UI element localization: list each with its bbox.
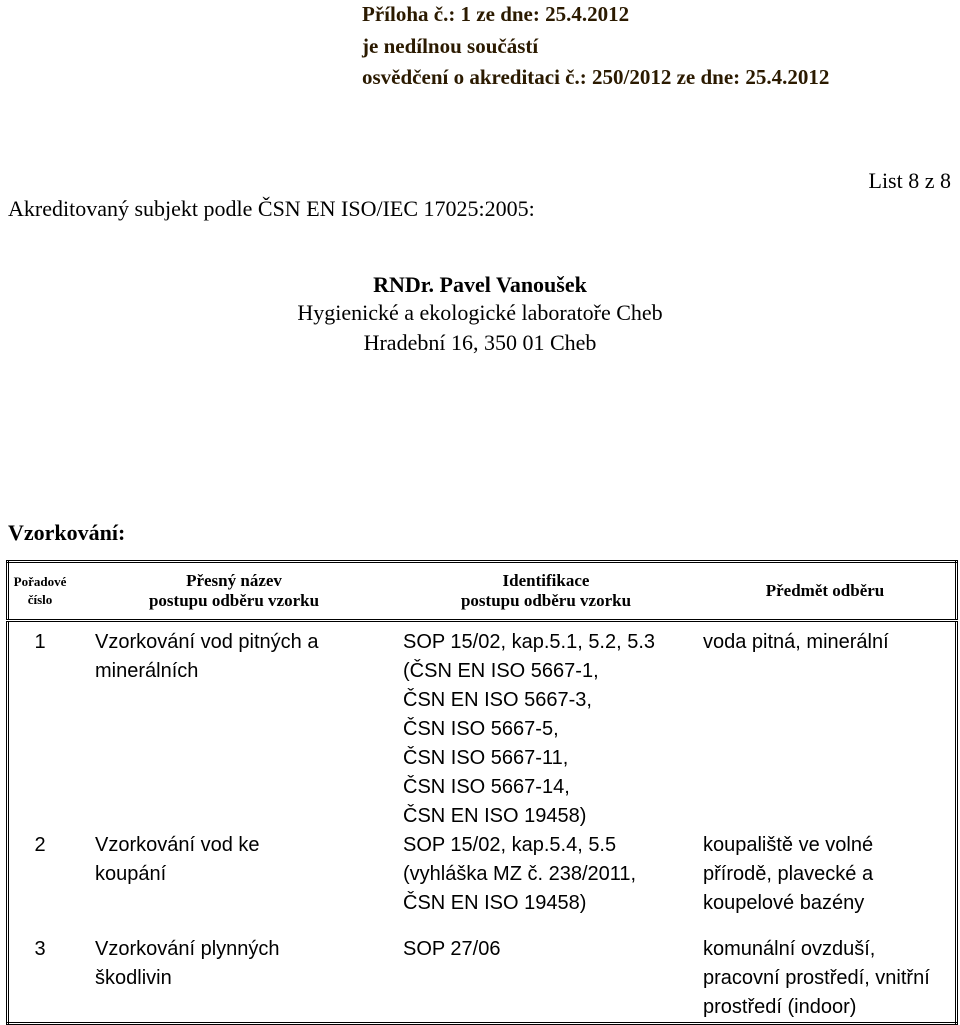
procedure-name	[71, 931, 397, 1024]
row-number: 2	[34, 834, 46, 856]
procedure-name	[71, 831, 397, 931]
row-number: 1	[34, 631, 46, 653]
procedure-id	[397, 831, 695, 931]
procedure-id-line: SOP 27/06	[403, 938, 501, 960]
sampling-subject	[695, 931, 957, 1024]
procedure-id-line: ČSN ISO 5667-5,	[403, 718, 559, 740]
laboratory-name: Hygienické a ekologické laboratoře Cheb	[297, 300, 663, 325]
sampling-subject-line: pracovní prostředí, vnitřní	[703, 967, 930, 989]
sampling-subject-line: komunální ovzduší,	[703, 938, 876, 960]
header-procedure-id: Identifikace postupu odběru vzorku	[397, 562, 695, 621]
table-row	[8, 831, 957, 931]
sampling-subject-line: koupaliště ve volné	[703, 834, 874, 856]
procedure-id-line: ČSN EN ISO 5667-3,	[403, 689, 592, 711]
procedure-name-line: Vzorkování vod pitných a	[95, 631, 319, 653]
laboratory-address: Hradební 16, 350 01 Cheb	[363, 330, 597, 355]
procedure-id-line: ČSN ISO 5667-11,	[403, 747, 569, 769]
procedure-name	[71, 621, 397, 832]
procedure-name-line: Vzorkování vod ke	[95, 834, 260, 856]
certificate-line: osvědčení o akreditaci č.: 250/2012 ze dne: 25.4.2012	[362, 65, 830, 89]
procedure-id-line: ČSN EN ISO 19458)	[403, 805, 587, 827]
procedure-id-line: SOP 15/02, kap.5.4, 5.5	[403, 834, 617, 856]
procedure-id	[397, 931, 695, 1024]
sampling-subject-line: prostředí (indoor)	[703, 996, 857, 1018]
table-header-row	[8, 562, 957, 621]
sampling-subject	[695, 621, 957, 832]
row-number: 3	[34, 938, 46, 960]
header-sampling-subject: Předmět odběru	[695, 562, 957, 621]
procedure-id-line: ČSN ISO 5667-14,	[403, 776, 570, 798]
procedure-id	[397, 621, 695, 832]
sampling-subject-line: voda pitná, minerální	[703, 631, 889, 653]
procedure-id-line: ČSN EN ISO 19458)	[403, 892, 587, 914]
accreditation-title: Akreditovaný subjekt podle ČSN EN ISO/IEC 17025:2005:	[8, 196, 535, 221]
sheet-number: List 8 z 8	[868, 168, 951, 193]
table-row	[8, 621, 957, 832]
sampling-subject-line: přírodě, plavecké a	[703, 863, 874, 885]
subject-name: RNDr. Pavel Vanoušek	[373, 272, 587, 297]
procedure-id-line: SOP 15/02, kap.5.1, 5.2, 5.3	[403, 631, 656, 653]
procedure-name-line: koupání	[95, 863, 167, 885]
annex-part-line: je nedílnou součástí	[362, 34, 539, 58]
annex-line: Příloha č.: 1 ze dne: 25.4.2012	[362, 2, 630, 26]
table-row	[8, 931, 957, 1024]
procedure-name-line: škodlivin	[95, 967, 172, 989]
procedure-id-line: (vyhláška MZ č. 238/2011,	[403, 863, 637, 885]
section-title: Vzorkování:	[8, 520, 126, 545]
header-order-number: Pořadové číslo	[8, 562, 72, 621]
sampling-subject	[695, 831, 957, 931]
sampling-subject-line: koupelové bazény	[703, 892, 865, 914]
procedure-id-line: (ČSN EN ISO 5667-1,	[403, 660, 599, 682]
header-procedure-name: Přesný název postupu odběru vzorku	[71, 562, 397, 621]
sampling-table	[6, 560, 958, 1025]
procedure-name-line: Vzorkování plynných	[95, 938, 280, 960]
procedure-name-line: minerálních	[95, 660, 199, 682]
